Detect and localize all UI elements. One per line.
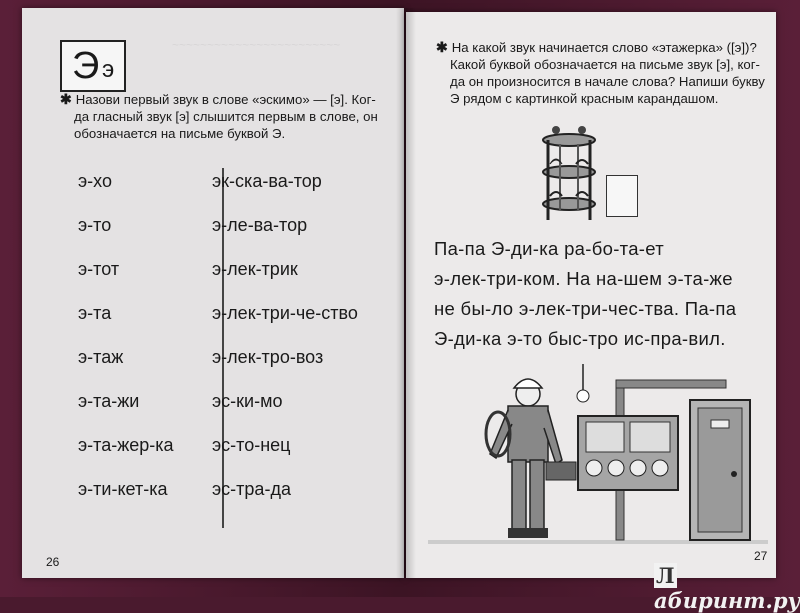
task-line: обозначается на письме буквой Э.	[74, 126, 286, 141]
letter-uppercase: Э	[72, 45, 100, 87]
right-page	[406, 12, 776, 578]
task-instruction-left	[60, 91, 404, 142]
syllable-word: э-лек-трик	[212, 259, 298, 279]
reading-line: Э-ди-ка э-то быс-тро ис-пра-вил.	[434, 328, 726, 349]
syllable-word: эк-ска-ва-тор	[212, 171, 322, 191]
syllable-word: э-та	[78, 303, 112, 323]
electrician-illustration	[428, 364, 768, 544]
answer-box[interactable]	[606, 175, 638, 217]
page-number-right: 27	[754, 549, 768, 563]
syllable-word: э-тот	[78, 259, 120, 279]
task-line: На какой звук начинается слово «этажерка» ([э])?	[451, 40, 757, 55]
syllable-word: э-таж	[78, 347, 124, 367]
etagere-shelf-illustration	[536, 124, 602, 224]
task-line: Назови первый звук в слове «эскимо» — [э]. Ког-	[75, 92, 376, 107]
star-icon: ✱	[60, 91, 72, 107]
syllable-word: э-ле-ва-тор	[212, 215, 308, 235]
left-page: ~~~~~~~~~~~~~~~~~~~~~~~~ Э э ✱ Назови первый звук в слове «эскимо» — [э]. Ког- да гласный звук [э] слышится первым в слове, он обозначается на письме буквой Э. э-хо э-то э-тот э-та э-таж э-та-жи э-та-жер-ка э-ти-кет-ка эк-ска-ва-тор э-ле-ва-тор э-лек-трик э-лек-три-че-ство э-лек-тро-воз эс-ки-мо эс-то-нец эс-тра-да 26	[22, 8, 404, 578]
task-line: Э рядом с картинкой красным карандашом.	[450, 91, 719, 106]
letter-box	[60, 40, 126, 92]
labirint-watermark	[654, 563, 800, 613]
task-line: Какой буквой обозначается на письме звук [э], ког-	[450, 57, 760, 72]
syllable-word: э-лек-тро-воз	[212, 347, 324, 367]
syllable-word: э-та-жи	[78, 391, 140, 411]
reading-text	[434, 234, 774, 354]
reading-line: Па-па Э-ди-ка ра-бо-та-ет	[434, 238, 665, 259]
syllable-word: э-то	[78, 215, 112, 235]
task-line: да он произносится в начале слова? Напиши букву	[450, 74, 765, 89]
watermark-badge: Л	[656, 563, 675, 588]
page-number-left: 26	[46, 555, 60, 569]
task-instruction-right	[436, 39, 766, 107]
syllable-word: эс-то-нец	[212, 435, 291, 455]
letter-lowercase: э	[102, 56, 115, 83]
syllable-word: э-ти-кет-ка	[78, 479, 168, 499]
task-line: да гласный звук [э] слышится первым в слове, он	[74, 109, 378, 124]
book-gutter	[396, 8, 416, 578]
syllable-word: эс-тра-да	[212, 479, 291, 499]
syllable-word: э-хо	[78, 171, 112, 191]
star-icon: ✱	[436, 39, 448, 55]
syllable-word: э-та-жер-ка	[78, 435, 174, 455]
reading-line: э-лек-три-ком. На на-шем э-та-же	[434, 268, 733, 289]
syllable-word: э-лек-три-че-ство	[212, 303, 358, 323]
watermark-text: абиринт.ру	[654, 588, 800, 613]
reading-line: не бы-ло э-лек-три-чес-тва. Па-па	[434, 298, 737, 319]
syllable-word: эс-ки-мо	[212, 391, 283, 411]
